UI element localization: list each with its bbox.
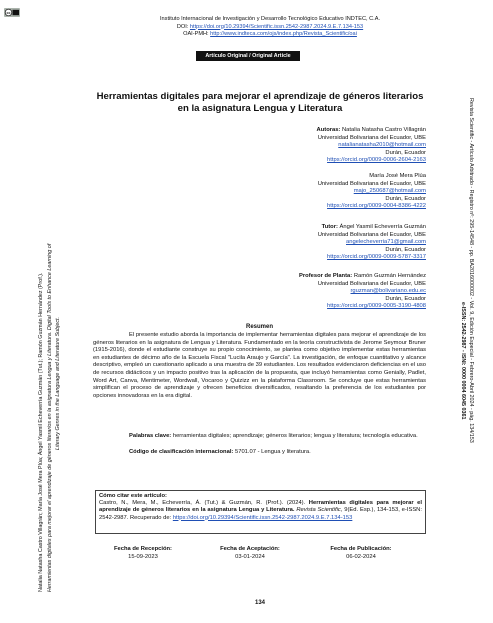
author-institution: Universidad Bolivariana del Ecuador, UBE — [317, 280, 426, 287]
abstract-heading: Resumen — [245, 324, 273, 330]
date-value: 03-01-2024 — [235, 553, 265, 560]
citation-authors: Castro, N., Mera, M., Echeverría, Á. (Tut.) & Guzmán, R. (Prof.). (2024). — [99, 500, 306, 507]
citation-title: Herramientas digitales para mejorar el aprendizaje de géneros literarios en la asignatura Lengua y Literatura. — [99, 500, 422, 514]
left-margin-title-cont: Literary Genres in the Language and Literature Subject. — [55, 316, 61, 450]
unesco-label: Código de clasificación internacional: — [129, 449, 234, 455]
author-block-1 — [166, 127, 426, 165]
author-role: Profesor de Planta: — [299, 273, 353, 279]
author-name: Ramón Guzmán Hernández — [353, 273, 426, 279]
author-block-2 — [166, 173, 426, 211]
author-email[interactable]: angelecheverria71@gmail.com — [346, 239, 426, 246]
doi-prefix: DOI: — [176, 23, 189, 30]
citation-box — [95, 490, 426, 534]
author-name: María José Mera Plúa — [369, 173, 426, 179]
author-institution: Universidad Bolivariana del Ecuador, UBE — [317, 231, 426, 238]
author-block-4 — [166, 273, 426, 311]
citation-journal: Revista Scientific, — [296, 507, 343, 514]
abstract-text: El presente estudio aborda la importancia de implementar herramientas digitales para mejorar el aprendizaje de los géneros literarios en la asignatura de Lengua y Literatura. Fundamentado en la teoría constructivista de Jerome Seymour Bruner (1915-2016), donde el estudiante construye su propio conocimiento, se plantea como objetivo implementar estas herramientas en estudiantes de décimo año de la Escuela Fiscal "Lucila Araujo y García". La investigación, de enfoque cuantitativo y alcance descriptivo, empleó un cuestionario aplicado a una muestra de 39 estudiantes. Los resultados evidenciaron deficiencias en el uso de recursos didácticos y un impacto positivo tras la aplicación de la propuesta, que incluyó herramientas como Genially, Padlet, Word Art, Canva, Mentimeter, Wordwall, Vocaroo y Quizizz en la plataforma Classroom. Se concluye que estas herramientas simplifican el proceso de aprendizaje y ofrecen beneficios diversificados, resaltando la preferencia de los estudiantes por opciones innovadoras en la era digital. — [93, 332, 426, 399]
article-title: Herramientas digitales para mejorar el aprendizaje de géneros literarios en la asignatura Lengua y Literatura — [96, 91, 424, 114]
author-email[interactable]: rguzman@bolivariano.edu.ec — [350, 288, 426, 295]
citation-body — [99, 500, 422, 522]
date-received — [98, 546, 188, 561]
keywords — [93, 433, 426, 441]
keywords-text: herramientas digitales; aprendizaje; géneros literarios; lengua y literatura; tecnología educativa. — [172, 433, 418, 439]
cc-label: cc — [6, 10, 11, 15]
author-city: Durán, Ecuador — [385, 149, 426, 156]
author-name: Natalia Natasha Castro Villagrán — [342, 127, 426, 133]
author-orcid[interactable]: https://orcid.org/0009-0006-2604-2163 — [327, 157, 426, 164]
left-margin-title: Herramientas digitales para mejorar el aprendizaje de géneros literarios en la asignatura Lengua y Literatura. Digital Tools to Enhance Learning of — [47, 243, 53, 592]
doi-link[interactable]: https://doi.org/10.29394/Scientific.issn.2542-2987.2024.9.E.7.134-153 — [189, 23, 364, 30]
keywords-label: Palabras clave: — [129, 433, 172, 439]
citation-details: 9(Ed. Esp.), 134-153, e-ISSN: 2542-2987. Recuperado de: — [99, 507, 422, 521]
author-name: Ángel Yasmil Echeverría Guzmán — [339, 224, 426, 230]
date-label: Fecha de Recepción: — [114, 546, 172, 552]
author-email[interactable]: natalianatasha2010@hotmail.com — [338, 142, 426, 149]
right-margin-journal: Revista Scientific - Artículo Arbitrado - Registro nº: 295-14548 - pp. BA2016000002 - Vol. 9, Edición Especial - Febrero-Abril 2024 - pág. 134/153 — [468, 98, 474, 443]
author-city: Durán, Ecuador — [385, 246, 426, 253]
author-orcid[interactable]: https://orcid.org/0009-0004-8386-4222 — [327, 203, 426, 210]
date-published — [316, 546, 406, 561]
date-label: Fecha de Publicación: — [330, 546, 392, 552]
unesco-text: 5701.07 - Lengua y literatura. — [235, 449, 311, 455]
doi-line — [120, 24, 420, 31]
author-city: Durán, Ecuador — [385, 295, 426, 302]
date-value: 06-02-2024 — [346, 553, 376, 560]
cc-license-icon[interactable] — [4, 4, 20, 13]
citation-heading: Cómo citar este artículo: — [99, 493, 167, 499]
unesco-code — [93, 449, 426, 457]
date-accepted — [205, 546, 295, 561]
author-institution: Universidad Bolivariana del Ecuador, UBE — [317, 180, 426, 187]
author-block-3 — [166, 224, 426, 262]
left-margin-authors: Natalia Natasha Castro Villagrán; María José Mera Plúa; Ángel Yasmil Echeverría Guzmán (Tut.); Ramón Guzmán Hernández (Prof.). — [38, 272, 44, 592]
citation-link[interactable]: https://doi.org/10.29394/Scientific.issn.2542-2987.2024.9.E.7.134-153 — [172, 514, 353, 521]
oai-prefix: OAI-PMH: — [183, 31, 209, 37]
article-type-badge: Artículo Original / Original Article — [196, 51, 300, 61]
page-number: 134 — [254, 600, 265, 606]
author-institution: Universidad Bolivariana del Ecuador, UBE — [317, 134, 426, 141]
institute-name: Instituto Internacional de Investigación y Desarrollo Tecnológico Educativo INDTEC, C.A. — [159, 16, 381, 22]
date-label: Fecha de Aceptación: — [220, 546, 280, 552]
oai-line — [120, 31, 420, 38]
author-role: Autoras: — [316, 127, 341, 133]
oai-link[interactable]: http://www.indteca.com/ojs/index.php/Revista_Scientific/oai — [210, 31, 357, 37]
author-role: Tutor: — [321, 224, 338, 230]
author-orcid[interactable]: https://orcid.org/0009-0009-5787-3317 — [327, 254, 426, 261]
date-value: 15-09-2023 — [128, 553, 158, 560]
author-city: Durán, Ecuador — [385, 195, 426, 202]
author-email[interactable]: majo_250687@hotmail.com — [353, 188, 426, 195]
right-margin-issn: e-ISSN: 2542-2987 - ISNI: 0000 0004 6045 0361 — [460, 302, 466, 420]
author-orcid[interactable]: https://orcid.org/0009-0005-3190-4808 — [327, 303, 426, 310]
